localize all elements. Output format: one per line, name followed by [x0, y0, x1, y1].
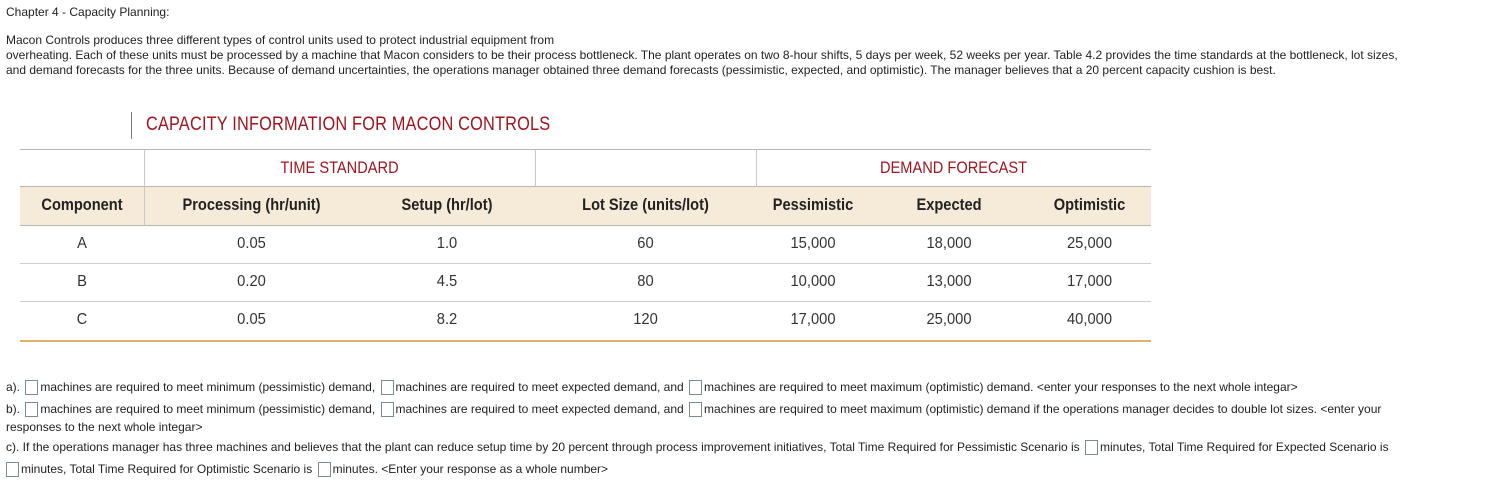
- cell-pessimistic: 15,000: [790, 235, 836, 252]
- question-b-text-3: machines are required to meet maximum (optimistic) demand if the operations manager decides to double lot sizes. <enter your: [704, 402, 1382, 416]
- problem-intro: [6, 33, 1398, 78]
- answer-a-pessimistic-input[interactable]: [25, 380, 38, 395]
- answer-a-optimistic-input[interactable]: [689, 380, 702, 395]
- cell-lot-size: 80: [637, 273, 654, 290]
- col-header-expected: Expected: [916, 195, 982, 214]
- row-divider: [20, 263, 1151, 264]
- question-c-continued: [6, 462, 608, 477]
- cell-processing: 0.20: [237, 273, 266, 290]
- cell-optimistic: 17,000: [1066, 273, 1113, 290]
- table-top-rule: [20, 149, 1151, 150]
- figure-title-divider: [131, 112, 132, 139]
- answer-c-optimistic-time-input[interactable]: [318, 462, 331, 477]
- cell-setup: 4.5: [436, 273, 458, 290]
- cell-setup: 8.2: [436, 311, 458, 328]
- column-separator: [756, 149, 757, 187]
- answer-b-pessimistic-input[interactable]: [25, 402, 38, 417]
- col-header-setup: Setup (hr/lot): [401, 195, 493, 214]
- answer-c-pessimistic-time-input[interactable]: [1085, 440, 1098, 455]
- cell-optimistic: 40,000: [1066, 311, 1113, 328]
- table-bottom-rule: [20, 340, 1151, 342]
- cell-expected: 13,000: [926, 273, 972, 290]
- col-header-optimistic: Optimistic: [1053, 195, 1126, 214]
- intro-line-2: overheating. Each of these units must be processed by a machine that Macon considers to be their process bottleneck. The plant operates on two 8-hour shifts, 5 days per week, 52 weeks per year. Table 4.2 provides the time standards at the bottleneck, lot sizes,: [6, 48, 1398, 62]
- chapter-title: Chapter 4 - Capacity Planning:: [6, 5, 170, 19]
- cell-processing: 0.05: [237, 311, 266, 328]
- question-a-text-3: machines are required to meet maximum (optimistic) demand. <enter your responses to the next whole integar>: [704, 380, 1298, 394]
- cell-setup: 1.0: [436, 235, 458, 252]
- question-b-text-2: machines are required to meet expected demand, and: [395, 402, 684, 416]
- question-b: [6, 402, 1381, 417]
- intro-line-3: and demand forecasts for the three units. Because of demand uncertainties, the operations manager obtained three demand forecasts (pessimistic, expected, and optimistic). The manager believes that a 20 percent capacity cushion is best.: [6, 63, 1276, 77]
- col-header-pessimistic: Pessimistic: [772, 195, 854, 214]
- cell-pessimistic: 17,000: [790, 311, 836, 328]
- cell-lot-size: 60: [637, 235, 654, 252]
- question-a-text-1: machines are required to meet minimum (pessimistic) demand,: [40, 380, 376, 394]
- question-c-text-2: minutes, Total Time Required for Expected Scenario is: [1100, 440, 1389, 454]
- cell-expected: 18,000: [926, 235, 972, 252]
- table-title: CAPACITY INFORMATION FOR MACON CONTROLS: [146, 114, 551, 135]
- col-header-component: Component: [41, 195, 123, 214]
- question-c: [6, 440, 1389, 455]
- cell-component: C: [76, 311, 88, 328]
- column-separator: [144, 149, 145, 225]
- question-c-text-1: c). If the operations manager has three machines and believes that the plant can reduce setup time by 20 percent through process improvement initiatives, Total Time Required for Pessimistic Scenario is: [6, 440, 1080, 454]
- col-header-processing: Processing (hr/unit): [182, 195, 321, 214]
- question-a-text-2: machines are required to meet expected demand, and: [395, 380, 684, 394]
- cell-expected: 25,000: [926, 311, 972, 328]
- answer-c-expected-time-input[interactable]: [6, 462, 19, 477]
- answer-a-expected-input[interactable]: [381, 380, 394, 395]
- question-b-text-1: machines are required to meet minimum (pessimistic) demand,: [40, 402, 376, 416]
- intro-line-1: Macon Controls produces three different types of control units used to protect industrial equipment from: [6, 33, 555, 47]
- col-header-lot-size: Lot Size (units/lot): [582, 195, 709, 214]
- answer-b-optimistic-input[interactable]: [689, 402, 702, 417]
- cell-processing: 0.05: [237, 235, 266, 252]
- question-c-text-4: minutes. <Enter your response as a whole number>: [332, 462, 609, 476]
- group-header-rule: [20, 186, 1151, 187]
- row-divider: [20, 301, 1151, 302]
- column-separator: [535, 149, 536, 187]
- question-a-label: a).: [6, 380, 21, 394]
- question-b-label: b).: [6, 402, 21, 416]
- column-header-rule: [20, 225, 1151, 226]
- question-c-text-3: minutes, Total Time Required for Optimistic Scenario is: [21, 462, 313, 476]
- question-a: [6, 380, 1298, 395]
- cell-lot-size: 120: [633, 311, 658, 328]
- question-b-continued: responses to the next whole integar>: [6, 420, 203, 434]
- cell-component: A: [77, 235, 87, 252]
- cell-component: B: [77, 273, 87, 290]
- group-header-demand-forecast: DEMAND FORECAST: [879, 158, 1028, 177]
- answer-b-expected-input[interactable]: [381, 402, 394, 417]
- group-header-time-standard: TIME STANDARD: [280, 158, 399, 177]
- cell-pessimistic: 10,000: [790, 273, 836, 290]
- cell-optimistic: 25,000: [1066, 235, 1113, 252]
